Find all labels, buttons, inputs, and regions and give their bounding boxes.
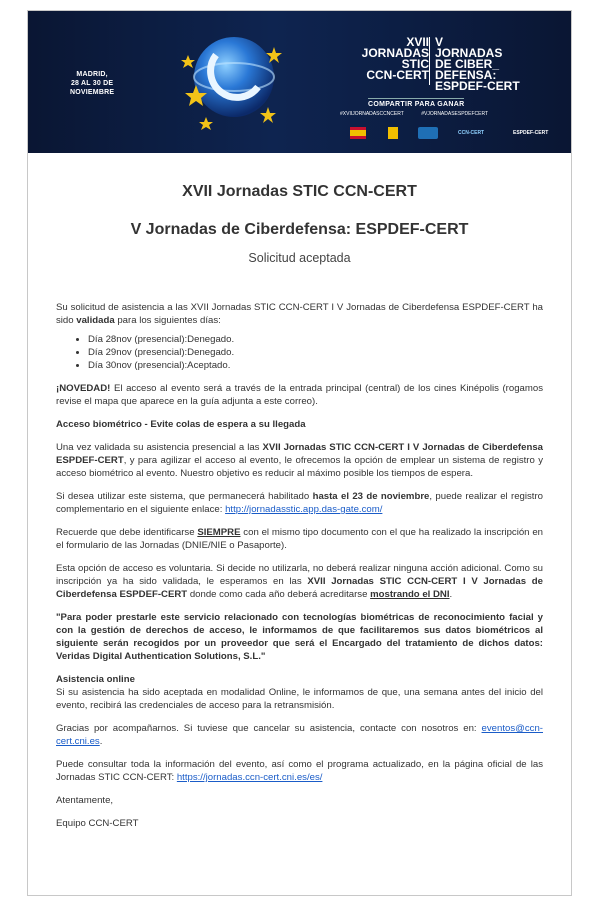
cni-logo-icon — [418, 127, 438, 139]
email-container — [27, 10, 572, 896]
closing: Atentamente, — [56, 795, 114, 806]
spain-flag-logo-icon — [350, 127, 366, 139]
novedad-paragraph: ¡NOVEDAD! El acceso al evento será a través de la entrada principal (central) de los cines Kinépolis (rogamos revise el mapa que aparece en la guía adjunta a este correo). — [56, 383, 543, 407]
shield-logo-icon — [388, 127, 398, 139]
slogan: COMPARTIR PARA GANAR — [368, 98, 464, 108]
page-title: XVII Jornadas STIC CCN-CERT — [182, 183, 417, 200]
espdef-cert-logo: ESPDEF-CERT — [513, 130, 549, 136]
voluntary-paragraph: Esta opción de acceso es voluntaria. Si decide no utilizarla, no deberá realizar ninguna acción adicional. Como su inscripción ya ha sido validada, le esperamos en las XVII Jornadas STIC CCN-CERT I V Jornadas de Ciberdefensa ESPDEF-CERT donde como cada año deberá acreditarse mostrando el DNI. — [56, 563, 543, 600]
email-body — [56, 301, 543, 830]
info-paragraph: Puede consultar toda la información del evento, así como el programa actualizado, en la página oficial de las Jornadas STIC CCN-CERT: https://jornadas.ccn-cert.cni.es/es/ — [56, 759, 543, 783]
registration-paragraph: Si desea utilizar este sistema, que permanecerá habilitado hasta el 23 de noviembre, puede realizar el registro complementario en el siguiente enlace: http://jornadasstic.app.das-gate.com/ — [56, 491, 544, 515]
list-item: • Día 29nov (presencial):Denegado. — [88, 346, 543, 359]
status-heading: Solicitud aceptada — [248, 251, 351, 265]
page-subtitle-event: V Jornadas de Ciberdefensa: ESPDEF-CERT — [130, 221, 469, 238]
document-paragraph: Recuerde que debe identificarse SIEMPRE con el mismo tipo documento con el que ha realizado la inscripción en el formulario de las Jornadas (DNIE/NIE o Pasaporte). — [56, 527, 543, 551]
event-banner: MADRID, 28 AL 30 DE NOVIEMBRE XVII JORNADAS STIC CCN-CERT V JORNADAS DE CIBER_ DEFENSA: ESPDEF-CERT COMPARTIR PARA GANAR #XVIIJORNADASCCNCERT #VJORNADASESPDEFCERT CCN-CERT ESPDEF-CERT — [28, 11, 571, 153]
contact-email-link[interactable]: eventos@ccn-cert.cni.es — [56, 723, 543, 747]
validation-paragraph: Su solicitud de asistencia a las XVII Jornadas STIC CCN-CERT I V Jornadas de Ciberdefensa ESPDEF-CERT ha sido validada para los siguientes días: — [56, 302, 543, 326]
sponsor-logos — [328, 127, 558, 141]
thanks-paragraph: Gracias por acompañarnos. Si tuviese que cancelar su asistencia, contacte con nosotros en: eventos@ccn-cert.cni.es. — [56, 723, 543, 747]
privacy-quote: "Para poder prestarle este servicio relacionado con tecnologías biométricas de reconocimiento facial y con la gestión de derechos de acceso, le informamos de que facilitaremos sus datos biométricos al siguiente serán recogidos por un proveedor que será el Encargado del tratamiento de dichos datos: Veridas Digital Authentication Solutions, S.L." — [56, 612, 543, 662]
online-title: Asistencia online — [56, 674, 135, 685]
event-date: MADRID, 28 AL 30 DE NOVIEMBRE — [70, 71, 115, 96]
signature: Equipo CCN-CERT — [56, 818, 139, 829]
email-content — [28, 153, 571, 830]
days-list — [74, 333, 543, 372]
event-website-link[interactable]: https://jornadas.ccn-cert.cni.es/es/ — [176, 772, 323, 783]
online-paragraph: Asistencia online Si su asistencia ha sido aceptada en modalidad Online, le informamos de que, una semana antes del inicio del evento, recibirá las credenciales de acceso para la retransmisión. — [56, 674, 543, 711]
biometric-paragraph: Una vez validada su asistencia presencial a las XVII Jornadas STIC CCN-CERT I V Jornadas de Ciberdefensa ESPDEF-CERT, y para agilizar el acceso al evento, le ofrecemos la opción de emplear un sistema de registro y acceso biométrico al evento. Nuestro objetivo es reducir al máximo posible los tiempos de espera. — [56, 442, 543, 479]
ccn-cert-logo: CCN-CERT — [458, 130, 485, 136]
biometric-title: Acceso biométrico - Evite colas de espera a su llegada — [56, 419, 306, 430]
list-item: • Día 30nov (presencial):Aceptado. — [88, 359, 543, 372]
registration-link[interactable]: http://jornadasstic.app.das-gate.com/ — [225, 504, 383, 515]
title-divider — [429, 37, 430, 85]
globe-logo-icon — [176, 25, 286, 135]
list-item: • Día 28nov (presencial):Denegado. — [88, 333, 543, 346]
hashtags: #XVIIJORNADASCCNCERT #VJORNADASESPDEFCERT — [340, 111, 489, 117]
